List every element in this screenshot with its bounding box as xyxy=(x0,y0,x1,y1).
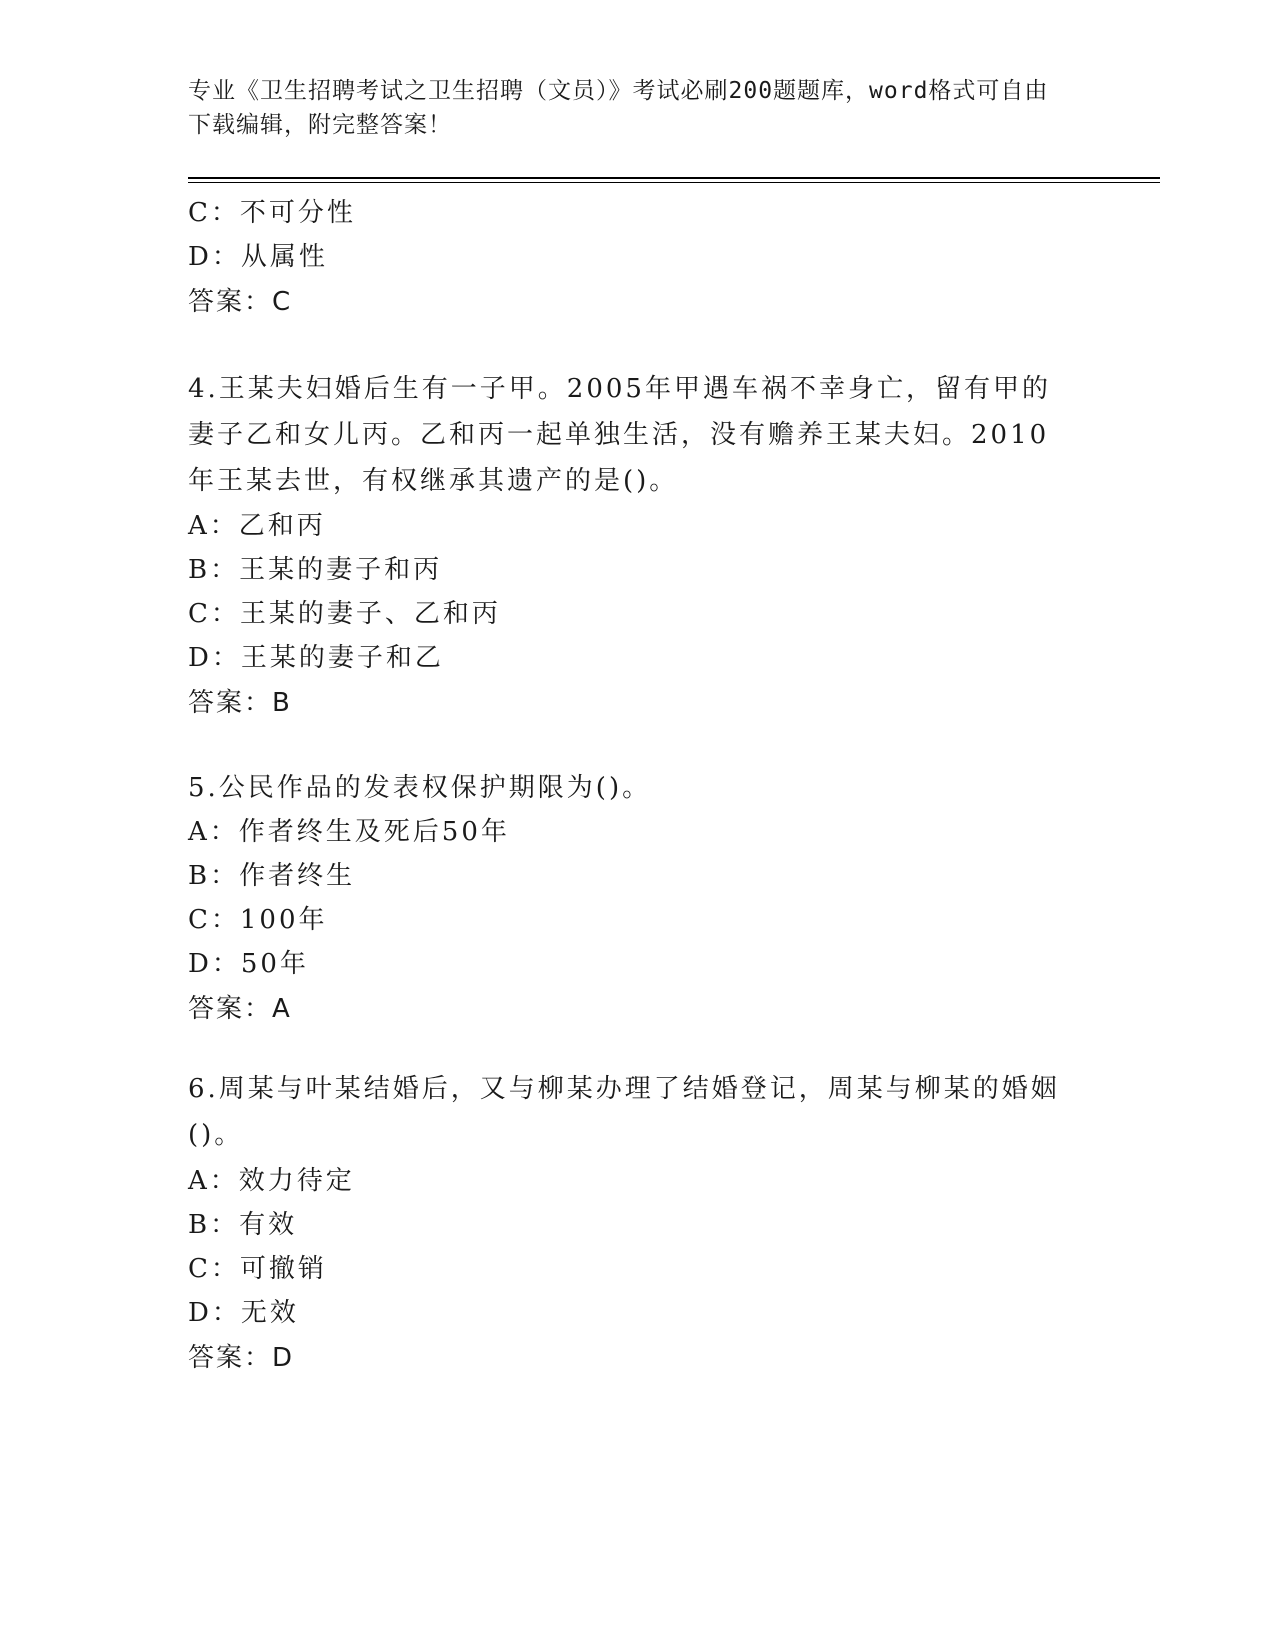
q3-option-c: C：不可分性 xyxy=(188,198,356,228)
q4-answer: 答案：B xyxy=(188,688,292,718)
q5-option-d: D：50年 xyxy=(188,949,309,979)
q5-stem: 5.公民作品的发表权保护期限为()。 xyxy=(188,773,652,803)
q3-answer: 答案：C xyxy=(188,287,293,317)
q5-option-a: A：作者终生及死后50年 xyxy=(188,817,510,847)
q6-option-d: D：无效 xyxy=(188,1298,299,1328)
q6-stem: 6.周某与叶某结婚后，又与柳某办理了结婚登记，周某与柳某的婚姻()。 xyxy=(188,1074,1060,1150)
header-rule-thick xyxy=(188,177,1160,179)
q4-option-d: D：王某的妻子和乙 xyxy=(188,643,444,673)
q5-option-b: B：作者终生 xyxy=(188,861,356,891)
document-header: 专业《卫生招聘考试之卫生招聘（文员）》考试必刷200题题库，word格式可自由下载编辑，附完整答案！ xyxy=(188,78,1049,138)
q6-answer: 答案：D xyxy=(188,1343,295,1373)
q4-option-c: C：王某的妻子、乙和丙 xyxy=(188,599,501,629)
header-rule-thin xyxy=(188,182,1160,183)
q3-option-d: D：从属性 xyxy=(188,242,328,272)
q5-option-c: C：100年 xyxy=(188,905,328,935)
q6-option-c: C：可撤销 xyxy=(188,1254,327,1284)
q6-option-a: A：效力待定 xyxy=(188,1166,355,1196)
q4-option-b: B：王某的妻子和丙 xyxy=(188,555,443,585)
q4-option-a: A：乙和丙 xyxy=(188,511,326,541)
q4-stem: 4.王某夫妇婚后生有一子甲。2005年甲遇车祸不幸身亡，留有甲的妻子乙和女儿丙。乙和丙一起单独生活，没有赡养王某夫妇。2010年王某去世，有权继承其遗产的是()。 xyxy=(188,374,1051,496)
q6-option-b: B：有效 xyxy=(188,1210,298,1240)
q5-answer: 答案：A xyxy=(188,994,292,1024)
